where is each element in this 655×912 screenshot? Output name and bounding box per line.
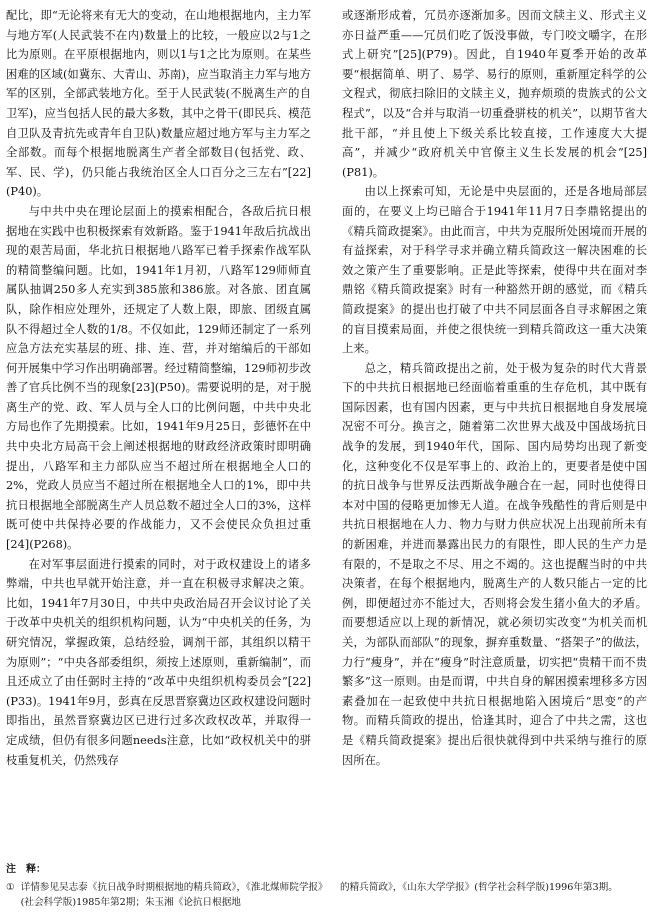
right-column — [342, 6, 647, 770]
left-paragraph-3: 在对军事层面进行摸索的同时，对于政权建设上的诸多弊端，中共也早就开始注意，并一直在积极寻求解决之策。比如，1941年7月30日，中共中央政治局召开会议讨论了关于改革中央机关的组织机构问题，认为“中央机关的任务，为研究情况，掌握政策，总结经验，调剂干部，其组织以精干为原则”；“中央各部委组织，须按上述原则，重新编制”，而且还成立了由任弼时主持的“改革中央组织机构委员会”[22](P33)。1941年9月，彭真在反思晋察冀边区政权建设问题时即指出，虽然晋察冀边区已进行过多次政权改革，并取得一定成绩，但仍有很多问题needs注意，比如“政权机关中的骈枝重复机关，仍然残存 — [6, 557, 311, 767]
right-paragraph-3: 总之，精兵简政提出之前，处于极为复杂的时代大背景下的中共抗日根据地已经面临着重重的生存危机，其中既有国际因素，也有国内因素，更与中共抗日根据地自身发展境况密不可分。换言之，随着第二次世界大战及中国战场抗日战争的发展，到1940年代，国际、国内局势均出现了新变化，这种变化不仅是军事上的、政治上的，更要者是使中国的抗日战争与世界反法西斯战争融合在一起，同时也使得日本对中国的侵略更加惨无人道。在战争残酷性的背后则是中共抗日根据地在人力、物力与财力供应状况上出现前所未有的新困难，并进而暴露出民力的有限性，即人民的生产力是有限的，不是取之不尽、用之不竭的。这也提醒当时的中共决策者，在每个根据地内，脱离生产的人数只能占一定的比例，即便超过亦不能过大，否则将会发生猪小鱼大的矛盾。而要想适应以上现的新情况，就必须切实改变“为机关而机关，为部队而部队”的现象，摒弃重数量、“搭架子”的做法，力行“瘦身”，并在“瘦身”时注意质量，切实把“贵精干而不贵繁多”这一原则。由是而谓，中共自身的解困摸索埋移多方因素叠加在一起致使中共抗日根据地陷入困境后“思变”的产物。而精兵简政的提出，恰逢其时，迎合了中共之需，这也是《精兵简政提案》提出后很快就得到中共采纳与推行的原因所在。 — [342, 361, 647, 767]
footnote-row — [6, 880, 649, 910]
footnote-number: ① — [6, 882, 15, 893]
right-paragraph-2: 由以上探索可知，无论是中央层面的，还是各地局部层面的，在要义上均已暗合于1941年11月7日李鼎铭提出的《精兵简政提案》。由此而言，中共为克服所处困境而开展的有益探索，对于科学寻求并确立精兵简政这一解决困难的长效之策产生了重要影响。正是此等探索，使得中共在面对李鼎铭《精兵简政提案》时有一种豁然开朗的感觉，而《精兵简政提案》的提出也打破了中共不同层面各自寻求解困之策的盲目摸索局面，并使之很快统一到精兵简政这一重大决策上来。 — [342, 185, 647, 356]
footnotes — [6, 862, 649, 910]
notes-title: 注 释： — [6, 864, 46, 875]
footnote-text-right: 的精兵简政》，《山东大学学报》(哲学社会科学版)1996年第3期。 — [340, 882, 618, 893]
footnote-left — [6, 880, 324, 910]
footnote-text-left: 详情参见吴志泰《抗日战争时期根据地的精兵简政》，《淮北煤师院学报》(社会科学版)1985年第2期；朱玉湘《论抗日根据地 — [20, 882, 323, 908]
right-paragraph-1: 或逐渐形成着，冗员亦逐渐加多。因而文牍主义、形式主义亦日益严重——冗员们吃了饭没事做，专门咬文嚼字，在形式上研究”[25](P79)。因此，自1940年夏季开始的改革要“根据简单、明了、易学、易行的原则，重新厘定科学的公文程式，彻底扫除旧的文牍主义，抛弃烦琐的贵族式的公文程式”，以及“合并与取消一切重叠骈枝的机关”，以期节省大批干部，“并且使上下级关系比较直接，工作速度大大提高”，并减少“政府机关中官僚主义生长发展的机会”[25](P81)。 — [342, 9, 647, 179]
left-paragraph-1: 配比，即“无论将来有无大的变动，在山地根据地内，主力军与地方军(人民武装不在内)数量上的比较，一般应以2与1之比为原则。在平原根据地内，则以1与1之比为原则。在某些困难的区域(如冀东、大青山、苏南)，应当取消主力军与地方军的区别，全部武装地方化。至于人民武装(不脱离生产的自卫军)，应当包括人民的最大多数，其中之骨干(即民兵、模范自卫队及青抗先或青年自卫队)数量应超过地方军与主力军之全部数。而每个根据地脱离生产者全部数目(包括党、政、军、民、学)，仍只能占我统治区全人口百分之三左右”[22](P40)。 — [6, 9, 311, 199]
left-column — [6, 6, 311, 770]
left-paragraph-2: 与中共中央在理论层面上的摸索相配合，各敌后抗日根据地在实践中也积极探索有效新路。鉴于1941年敌后抗战出现的艰苦局面，华北抗日根据地八路军已着手探索作战军队的精简整编问题。比如，1941年1月初，八路军129师师直属队抽调250多人充实到385旅和386旅。对各旅、团直属队，除作相应处理外，还规定了人数上限，即旅、团级直属队不得超过全人数的1/8。不仅如此，129师还制定了一系列应急方法充实基层的班、排、连、营，并对缩编后的干部如何开展集中学习作出明确部署。经过精简整编，129师初步改善了官兵比例不当的现象[23](P50)。需要说明的是，对于脱离生产的党、政、军人员与全人口的比例问题，中共中央北方局也作了先期摸索。比如，1941年9月25日，彭德怀在中共中央北方局高干会上阐述根据地的财政经济政策时即明确提出，八路军和主力部队应当不超过所在根据地全人口的2%，党政人员应当不超过所在根据地全人口的1%，即中共抗日根据地全部脱离生产人员总数不超过全人口的3%，这样既可使中共保持必要的作战能力，又不会使民众负担过重[24](P268)。 — [6, 204, 311, 552]
